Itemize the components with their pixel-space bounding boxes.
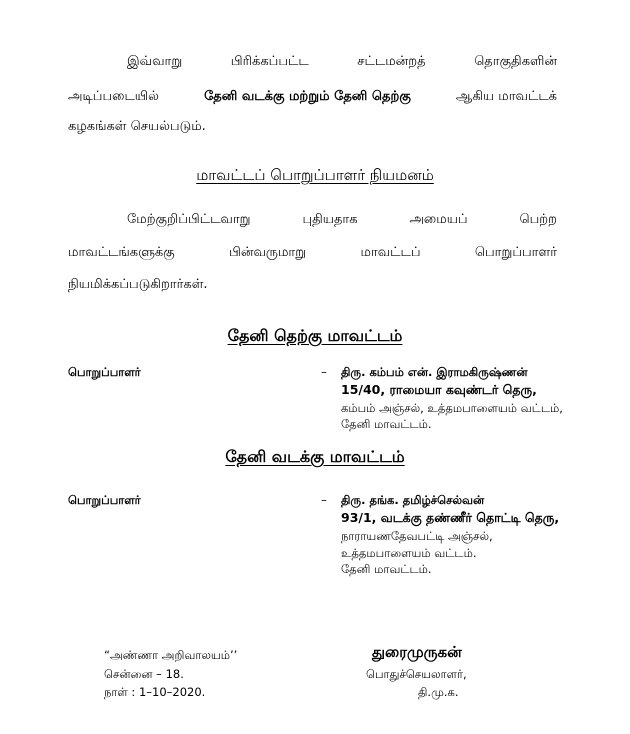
word: சட்டமன்றத் [357, 54, 426, 69]
district-heading-south: தேனி தெற்கு மாவட்டம் [227, 326, 403, 345]
signatory-party: தி.மு.க. [418, 685, 459, 699]
word: இவ்வாறு [127, 54, 183, 69]
appointee-name: திரு. கம்பம் என். இராமகிருஷ்ணன் [341, 365, 528, 379]
word: பிரிக்கப்பட்ட [230, 54, 309, 69]
intro-line2-bold: தேனி வடக்கு மற்றும் தேனி தெற்கு [204, 89, 411, 104]
word: அமையப் [409, 212, 468, 227]
role-label: பொறுப்பாளர் [68, 365, 141, 379]
appointment-line-1 [127, 212, 557, 228]
intro-line2-suffix: ஆகிய மாவட்டக் [455, 89, 557, 104]
appointment-line-2 [68, 245, 557, 261]
intro-line2-prefix: அடிப்படையில் [68, 89, 159, 104]
word: மாவட்டப் [360, 245, 421, 260]
word: பெற்ற [519, 212, 557, 227]
word: மாவட்டங்களுக்கு [68, 245, 175, 260]
dash: – [321, 493, 327, 507]
intro-line-3: கழகங்கள் செயல்படும். [68, 119, 206, 134]
intro-line-1 [127, 54, 557, 70]
word: மேற்குறிப்பிட்டவாறு [127, 212, 251, 227]
address-line: தேனி மாவட்டம். [341, 417, 432, 431]
footer-date: நாள் : 1–10–2020. [104, 685, 206, 699]
signatory-designation: பொதுச்செயலாளர், [366, 667, 467, 681]
address-line: நாராயணதேவபட்டி அஞ்சல், [341, 529, 493, 543]
district-heading-north: தேனி வடக்கு மாவட்டம் [225, 447, 405, 466]
dash: – [321, 365, 327, 379]
address-line: உத்தமபாளையம் வட்டம். [341, 546, 477, 560]
address-line: 93/1, வடக்கு தண்ணீர் தொட்டி தெரு, [341, 510, 560, 525]
word: புதியதாக [302, 212, 358, 227]
footer-place: “அண்ணா அறிவாலயம்’’ [104, 648, 238, 662]
address-line: தேனி மாவட்டம். [341, 562, 432, 576]
address-line: கம்பம் அஞ்சல், உத்தமபாளையம் வட்டம், [341, 401, 563, 415]
signatory-name: துரைமுருகன் [372, 643, 462, 661]
appointment-heading: மாவட்டப் பொறுப்பாளர் நியமனம் [196, 166, 434, 184]
word: பின்வருமாறு [229, 245, 307, 260]
address-line: 15/40, ராமையா கவுண்டர் தெரு, [341, 382, 537, 397]
word: தொகுதிகளின் [474, 54, 557, 69]
role-label: பொறுப்பாளர் [68, 493, 141, 507]
word: பொறுப்பாளர் [474, 245, 557, 260]
intro-line-2 [68, 89, 557, 105]
footer-city: சென்னை – 18. [104, 667, 184, 681]
appointee-name: திரு. தங்க. தமிழ்ச்செல்வன் [341, 493, 485, 507]
appointment-line-3: நியமிக்கப்படுகிறார்கள். [68, 277, 208, 292]
